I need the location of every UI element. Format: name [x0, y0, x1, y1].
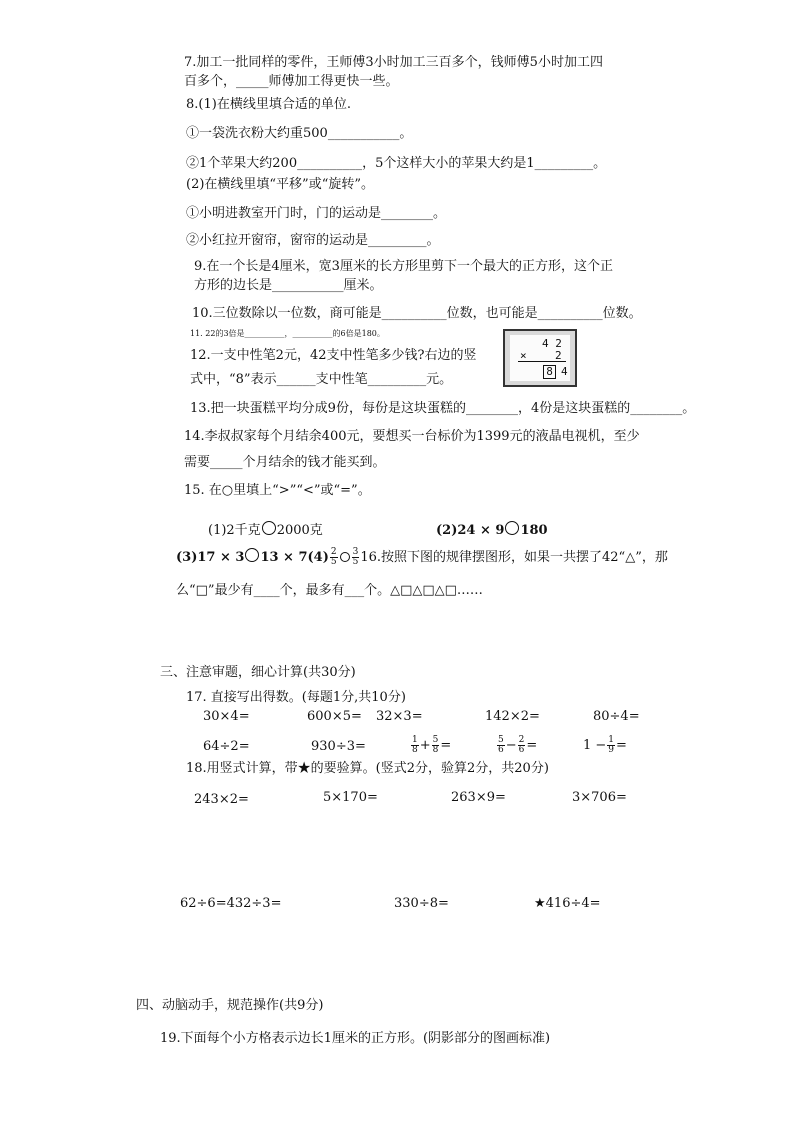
q15-part3-q16-line	[176, 548, 668, 567]
q8-item-b: ②1个苹果大约200__________，5个这样大小的苹果大约是1_________。	[186, 156, 607, 171]
q15-part3-right: 13 × 7(4)	[260, 550, 329, 565]
q15-part1	[208, 521, 323, 540]
calc-boxed-digit: 8	[543, 365, 556, 379]
q13: 13.把一块蛋糕平均分成9份，每份是这块蛋糕的________，4份是这块蛋糕的________。	[190, 401, 696, 416]
q12-line1: 12.一支中性笔2元，42支中性笔多少钱?右边的竖	[190, 348, 477, 363]
q16-line2: 么“□”最少有____个，最多有___个。△□△□△□……	[176, 583, 483, 598]
q14-line1: 14.李叔叔家每个月结余400元，要想买一台标价为1399元的液晶电视机，至少	[184, 429, 640, 444]
q15-part2-right: 180	[520, 523, 548, 538]
calc-rule-line	[518, 361, 566, 362]
fraction-three-fifths: $\frac{3}{5}$	[352, 547, 359, 567]
q17-r1-c4: 142×2=	[485, 709, 540, 724]
calc-operator: ×	[520, 349, 527, 362]
q17-r1-c5: 80÷4=	[593, 709, 640, 724]
q12-line2: 式中，“8”表示______支中性笔_________元。	[190, 372, 453, 387]
q8-item-d: ②小红拉开窗帘，窗帘的运动是_________。	[186, 233, 440, 248]
q15-part1-left: (1)2千克	[208, 523, 261, 538]
q17-r2-c3: $\frac{1}{8}$ + $\frac{5}{8}$ =	[412, 735, 452, 755]
q10: 10.三位数除以一位数，商可能是__________位数，也可能是__________位数。	[192, 306, 642, 321]
q8-head: 8.(1)在横线里填合适的单位.	[186, 97, 351, 112]
q18-r1-c1: 243×2=	[194, 792, 249, 807]
section3-title: 三、注意审题，细心计算(共30分)	[160, 665, 356, 680]
compare-circle-icon[interactable]	[245, 548, 259, 562]
q15-part2-left: (2)24 × 9	[436, 523, 505, 538]
q7-line2: 百多个，_____师傅加工得更快一些。	[184, 74, 399, 89]
q11: 11. 22的3倍是__________，__________的6倍是180。	[190, 329, 385, 338]
q15-head: 15. 在○里填上“>”“<”或“=”。	[184, 483, 371, 498]
q7-line1: 7.加工一批同样的零件，王师傅3小时加工三百多个，钱师傅5小时加工四	[184, 55, 603, 70]
calc-multiplier: 2	[555, 349, 562, 362]
q14-line2: 需要_____个月结余的钱才能买到。	[184, 455, 386, 470]
q18-head: 18.用竖式计算，带★的要验算。(竖式2分，验算2分，共20分)	[186, 761, 549, 776]
q16-line1: 16.按照下图的规律摆图形，如果一共摆了42“△”，那	[360, 550, 668, 565]
compare-circle-icon[interactable]	[505, 521, 519, 535]
q17-r1-c3: 32×3=	[376, 709, 423, 724]
q9-line1: 9.在一个长是4厘米，宽3厘米的长方形里剪下一个最大的正方形，这个正	[194, 259, 613, 274]
q18-r2-c2: 330÷8=	[394, 896, 449, 911]
q17-r2-c4: $\frac{5}{6}$ − $\frac{2}{6}$ =	[498, 735, 538, 755]
q8-head2: (2)在横线里填“平移”或“旋转”。	[186, 177, 374, 192]
q8-item-c: ①小明进教室开门时，门的运动是________。	[186, 206, 447, 221]
q15-part1-right: 2000克	[276, 523, 323, 538]
q15-part2	[436, 521, 548, 540]
q18-r1-c3: 263×9=	[451, 790, 506, 805]
q8-item-a: ①一袋洗衣粉大约重500___________。	[186, 126, 413, 141]
q18-r2-c1: 62÷6=432÷3=	[180, 896, 282, 911]
q18-r2-c3: ★416÷4=	[534, 896, 601, 911]
vertical-multiplication-figure	[503, 329, 577, 387]
q17-head: 17. 直接写出得数。(每题1分,共10分)	[186, 690, 406, 705]
q9-line2: 方形的边长是___________厘米。	[194, 278, 383, 293]
q17-r1-c1: 30×4=	[203, 709, 250, 724]
q18-r1-c4: 3×706=	[572, 790, 627, 805]
q19: 19.下面每个小方格表示边长1厘米的正方形。(阴影部分的图画标准)	[160, 1031, 551, 1046]
compare-circle-icon[interactable]	[262, 521, 276, 535]
q18-r1-c2: 5×170=	[323, 790, 378, 805]
q17-r2-c1: 64÷2=	[203, 739, 250, 754]
q17-r2-c5: 1 − $\frac{1}{9}$ =	[583, 735, 627, 755]
calc-result-digit: 4	[561, 365, 568, 378]
q17-r2-c2: 930÷3=	[311, 739, 366, 754]
compare-circle-icon[interactable]	[340, 552, 350, 562]
section4-title: 四、动脑动手，规范操作(共9分)	[136, 998, 324, 1013]
calc-multiplicand: 4 2	[542, 337, 562, 350]
q15-part3-left: (3)17 × 3	[176, 550, 245, 565]
q17-r1-c2: 600×5=	[307, 709, 362, 724]
fraction-two-fifths: $\frac{2}{5}$	[330, 547, 337, 567]
